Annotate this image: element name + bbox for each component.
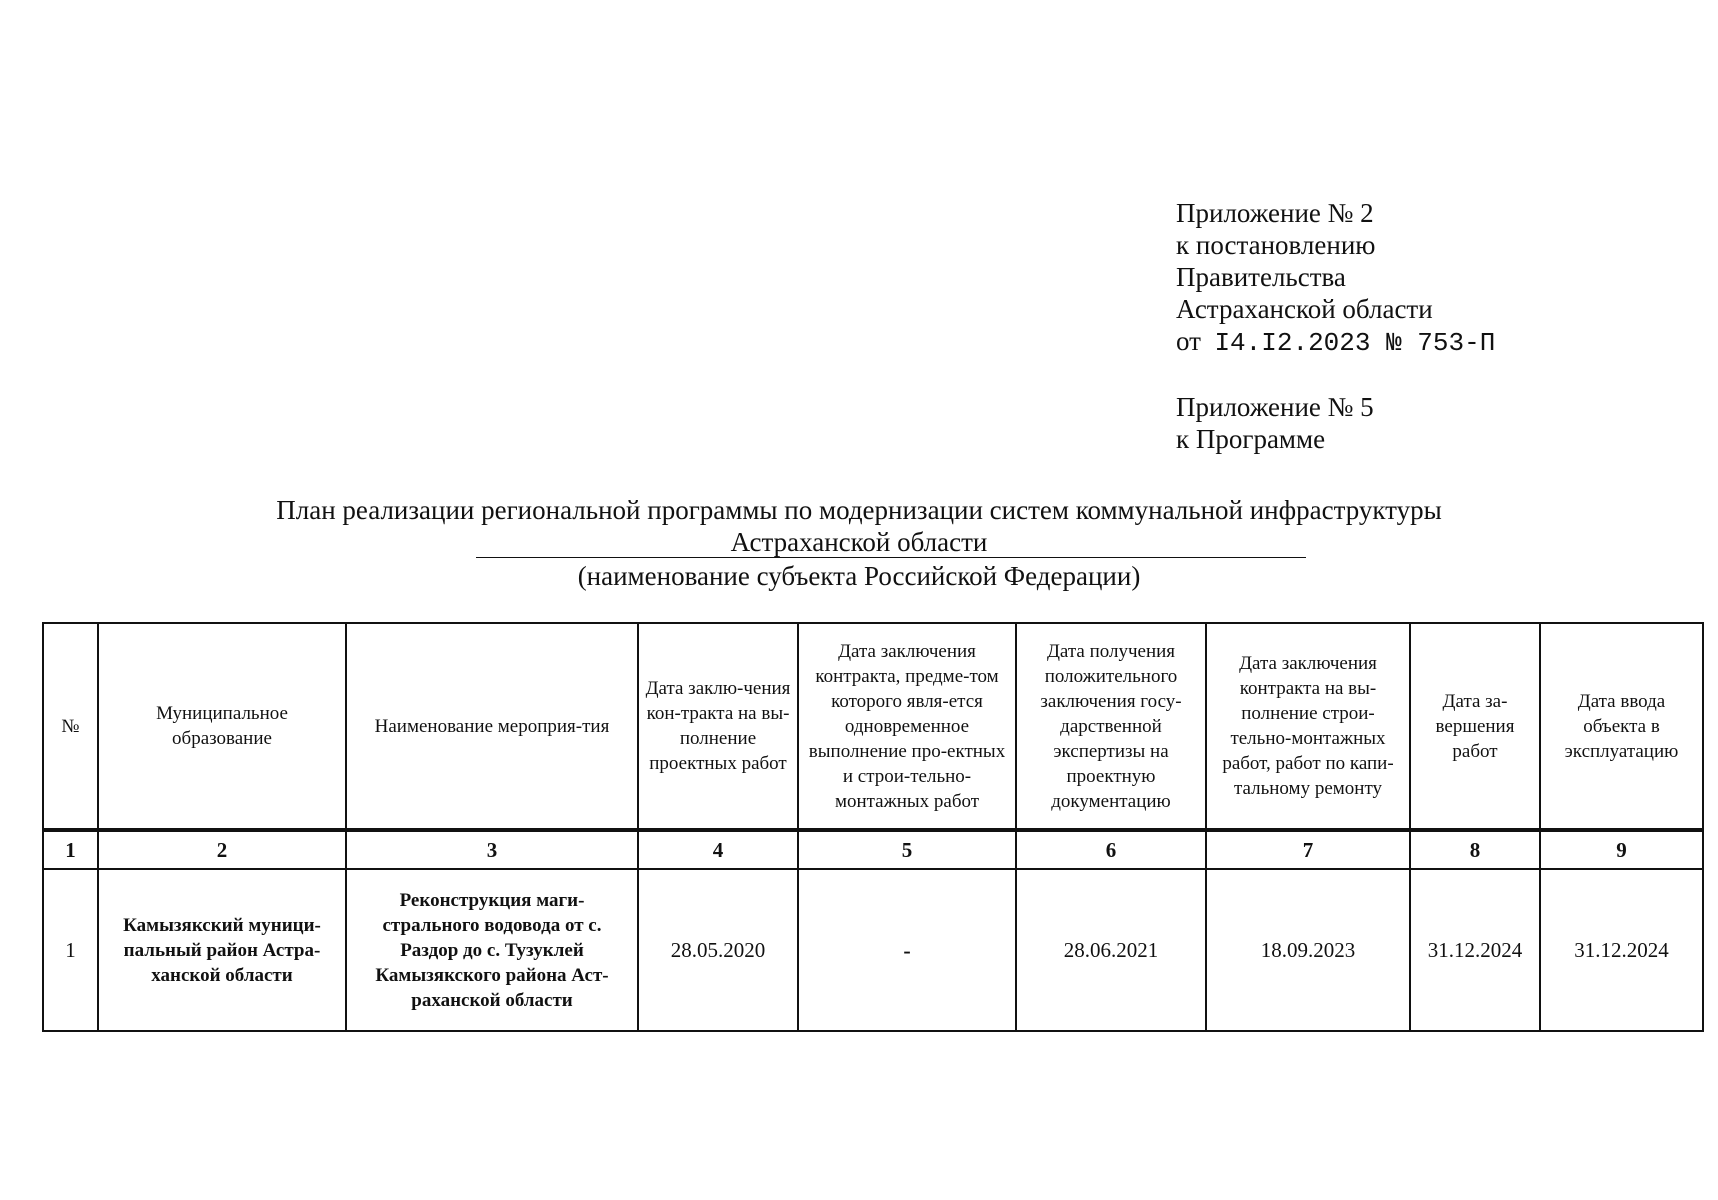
plan-title: План реализации региональной программы по модернизации систем коммунальной инфраструктуры [276,495,1442,525]
program-line: к Программе [1176,424,1326,454]
header-number: № [43,623,98,830]
header-commissioning-date: Дата ввода объекта в эксплуатацию [1540,623,1703,830]
approval-date-number: I4.I2.2023 № 753-П [1214,328,1496,358]
header-municipality: Муниципальное образование [98,623,346,830]
header-design-contract-date: Дата заклю-чения кон-тракта на вы-полнение проектных работ [638,623,798,830]
column-number: 6 [1016,830,1206,869]
approval-resolution-line: к постановлению [1176,230,1376,260]
header-construction-contract-date: Дата заключения контракта на вы-полнение строи-тельно-монтажных работ, работ по капи-тальному ремонту [1206,623,1410,830]
header-completion-date: Дата за-вершения работ [1410,623,1540,830]
approval-date-line [1176,325,1495,359]
plan-subject-caption: (наименование субъекта Российской Федерации) [577,561,1141,591]
row-construction-contract-date: 18.09.2023 [1206,869,1410,1031]
column-number: 1 [43,830,98,869]
header-combined-contract-date: Дата заключения контракта, предме-том которого явля-ется одновременное выполнение про-ектных и строи-тельно-монтажных работ [798,623,1016,830]
subject-underline [476,557,1306,558]
row-expertise-date: 28.06.2021 [1016,869,1206,1031]
header-event-name: Наименование мероприя-тия [346,623,638,830]
approval-government-line: Правительства [1176,262,1346,292]
plan-subject: Астраханской области [730,527,988,557]
row-commissioning-date: 31.12.2024 [1540,869,1703,1031]
column-number: 7 [1206,830,1410,869]
plan-table [42,622,1704,1032]
row-municipality: Камызякский муници-пальный район Астра-ханской области [98,869,346,1031]
column-number: 3 [346,830,638,869]
row-event-name: Реконструкция маги-стрального водовода от с. Раздор до с. Тузуклей Камызякского района Аст-раханской области [346,869,638,1031]
row-completion-date: 31.12.2024 [1410,869,1540,1031]
column-number: 9 [1540,830,1703,869]
approval-appendix-line: Приложение № 2 [1176,198,1374,228]
approval-date-prefix: от [1176,326,1201,356]
approval-region-line: Астраханской области [1176,294,1433,324]
header-expertise-date: Дата получения положительного заключения госу-дарственной экспертизы на проектную документацию [1016,623,1206,830]
column-number: 2 [98,830,346,869]
approval-block [1176,197,1495,455]
row-number: 1 [43,869,98,1031]
column-number: 8 [1410,830,1540,869]
column-number-row [43,830,1703,869]
column-number: 5 [798,830,1016,869]
row-combined-contract-date: - [798,869,1016,1031]
program-appendix-line: Приложение № 5 [1176,392,1374,422]
column-number: 4 [638,830,798,869]
table-header-row [43,623,1703,830]
table-row [43,869,1703,1031]
row-design-contract-date: 28.05.2020 [638,869,798,1031]
